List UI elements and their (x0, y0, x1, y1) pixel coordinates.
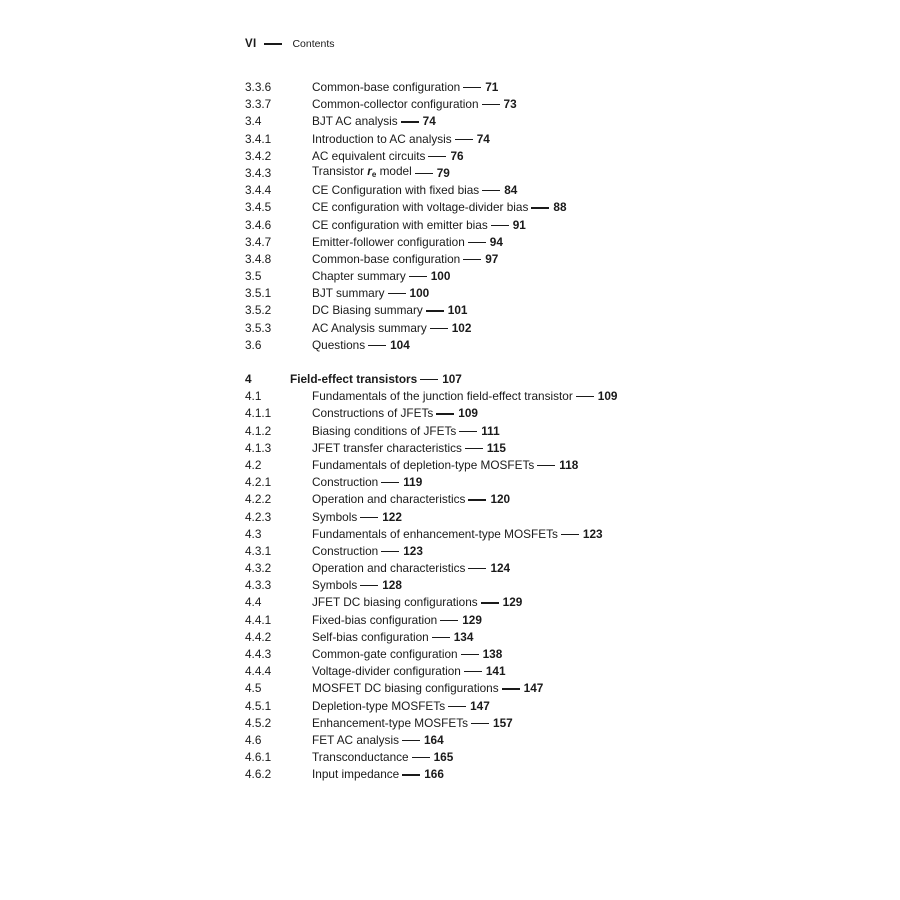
toc-entry-number: 4.3.3 (245, 578, 272, 593)
toc-leader-rule (502, 688, 520, 689)
toc-row[interactable] (245, 131, 805, 148)
toc-page-number: 166 (424, 767, 444, 782)
toc-entry (312, 680, 543, 697)
toc-leader-rule (482, 104, 500, 105)
toc-page-number: 147 (470, 698, 490, 713)
toc-entry-number: 4.6.1 (245, 750, 272, 765)
toc-entry-title (312, 163, 412, 183)
toc-entry-number: 3.5.2 (245, 303, 272, 318)
toc-row[interactable] (245, 594, 805, 611)
toc-leader-rule (409, 276, 427, 277)
toc-entry (312, 320, 471, 337)
toc-entry (312, 440, 506, 457)
toc-page-number: 123 (582, 526, 603, 541)
toc-row[interactable] (245, 79, 805, 96)
toc-entry-title: Common-base configuration (312, 251, 461, 266)
toc-page-number: 76 (450, 148, 464, 163)
toc-entry-title: AC Analysis summary (312, 320, 427, 335)
toc-row[interactable] (245, 766, 805, 783)
toc-entry-number: 4.1 (245, 389, 262, 404)
toc-entry-number: 3.4 (245, 114, 262, 129)
toc-entry-title: JFET transfer characteristics (312, 440, 462, 455)
toc-page-number: 129 (462, 612, 482, 627)
toc-row[interactable] (245, 285, 805, 302)
toc-leader-rule (360, 517, 378, 518)
toc-entry (312, 457, 578, 474)
toc-entry-title: Symbols (312, 578, 358, 593)
toc-entry-number: 3.3.6 (245, 80, 272, 94)
toc-page-number: 129 (502, 595, 523, 610)
toc-entry (312, 577, 402, 594)
toc-entry (312, 560, 510, 577)
toc-entry-title: DC Biasing summary (312, 303, 423, 318)
toc-leader-rule (436, 413, 454, 414)
toc-entry-number: 3.4.4 (245, 183, 272, 198)
toc-leader-rule (412, 757, 430, 758)
toc-row[interactable] (245, 217, 805, 234)
toc-row[interactable] (245, 543, 805, 560)
toc-entry-number: 3.4.2 (245, 148, 272, 163)
toc-entry-title: Questions (312, 337, 366, 352)
toc-entry-number: 4.3 (245, 526, 262, 541)
toc-entry (312, 766, 444, 783)
toc-leader-rule (459, 431, 477, 432)
toc-leader-rule (388, 293, 406, 294)
toc-leader-rule (402, 774, 420, 775)
toc-leader-rule (415, 173, 433, 174)
toc-row[interactable] (245, 612, 805, 629)
toc-title-subscript: e (371, 170, 377, 180)
toc-entry (312, 251, 498, 268)
toc-page-number: 115 (486, 440, 506, 455)
toc-entry (312, 526, 603, 543)
toc-entry-title: FET AC analysis (312, 732, 399, 747)
toc-leader-rule (465, 448, 483, 449)
toc-entry (312, 698, 490, 715)
toc-leader-rule (401, 121, 419, 122)
toc-entry-title: BJT summary (312, 286, 385, 301)
toc-entry (312, 234, 503, 251)
toc-row[interactable] (245, 234, 805, 251)
toc-entry-number: 4.4.3 (245, 647, 272, 661)
toc-chapter-row[interactable] (245, 371, 805, 388)
toc-entry-title: Voltage-divider configuration (312, 664, 461, 679)
toc-row[interactable] (245, 577, 805, 594)
toc-row[interactable] (245, 509, 805, 526)
toc-row[interactable] (245, 698, 805, 715)
toc-page-number: 123 (403, 543, 423, 558)
toc-row[interactable] (245, 663, 805, 680)
toc-row[interactable] (245, 526, 805, 543)
toc-leader-rule (537, 465, 555, 466)
toc-page-number: 141 (485, 664, 506, 679)
toc-entry-title: Construction (312, 543, 379, 558)
toc-leader-rule (360, 585, 378, 586)
toc-leader-rule (482, 190, 500, 191)
toc-entry-number: 4.5 (245, 681, 262, 696)
toc-page-number: 109 (597, 389, 618, 404)
toc-entry-title: Common-base configuration (312, 80, 461, 94)
toc-entry-title: CE Configuration with fixed bias (312, 183, 480, 198)
toc-title-symbol: r (367, 164, 372, 179)
toc-entry (312, 543, 423, 560)
toc-entry-title: Enhancement-type MOSFETs (312, 715, 469, 730)
toc-leader-rule (491, 225, 509, 226)
toc-block (245, 371, 805, 784)
toc-entry-title: Common-gate configuration (312, 647, 458, 661)
toc-leader-rule (402, 740, 420, 741)
toc-page-number: 94 (489, 234, 503, 249)
toc-page-number: 118 (559, 457, 579, 472)
toc-entry (312, 96, 517, 113)
toc-page-number: 111 (481, 423, 500, 438)
toc-leader-rule (463, 259, 481, 260)
toc-row[interactable] (245, 199, 805, 216)
toc-entry-number: 4.2.3 (245, 509, 272, 524)
toc-row[interactable] (245, 405, 805, 422)
toc-leader-rule (428, 156, 446, 157)
toc-entry-number: 4.4.4 (245, 664, 272, 679)
toc-entry-title: CE configuration with emitter bias (312, 217, 488, 232)
toc-page-number: 157 (493, 715, 513, 730)
toc-entry-title: Symbols (312, 509, 358, 524)
toc-leader-rule (440, 620, 458, 621)
toc-entry-number: 4.5.2 (245, 715, 272, 730)
toc-entry (312, 663, 506, 680)
toc-entry (312, 629, 473, 646)
toc-entry-number: 4.2.1 (245, 475, 272, 490)
toc-row[interactable] (245, 320, 805, 337)
toc-entry (312, 646, 502, 663)
toc-entry-title: Operation and characteristics (312, 492, 466, 507)
toc-leader-rule (426, 310, 444, 311)
toc-page-number: 91 (512, 217, 526, 232)
toc-entry (312, 405, 478, 422)
toc-leader-rule (468, 568, 486, 569)
toc-entry (312, 749, 453, 766)
toc-entry (312, 474, 422, 491)
toc-entry-number: 4.4.2 (245, 629, 272, 644)
toc-page-number: 109 (458, 406, 478, 421)
toc-entry-title: BJT AC analysis (312, 114, 398, 129)
toc-entry-number: 4.3.1 (245, 543, 272, 558)
toc-entry (312, 423, 500, 440)
toc-entry-title: Chapter summary (312, 269, 406, 284)
toc-leader-rule (468, 242, 486, 243)
toc-entry-number: 3.5.3 (245, 320, 272, 335)
toc-title-suffix: model (376, 164, 412, 179)
toc-entry-title: Constructions of JFETs (312, 406, 434, 421)
toc-row[interactable] (245, 715, 805, 732)
toc-leader-rule (448, 706, 466, 707)
toc-page-number: 100 (409, 286, 430, 301)
toc-row[interactable] (245, 165, 805, 182)
toc-entry (312, 165, 450, 182)
toc-page-number: 107 (442, 372, 462, 386)
toc-entry-number: 4.4.1 (245, 612, 272, 627)
toc-entry-title: Emitter-follower configuration (312, 234, 465, 249)
toc-leader-rule (455, 139, 473, 140)
toc-entry-title: Self-bias configuration (312, 629, 429, 644)
toc-row[interactable] (245, 457, 805, 474)
toc-row[interactable] (245, 388, 805, 405)
running-head-rule (264, 43, 282, 44)
toc-entry-number: 3.6 (245, 337, 262, 352)
toc-entry-title: Operation and characteristics (312, 561, 466, 576)
toc-leader-rule (420, 379, 438, 380)
toc-page-number: 134 (453, 629, 474, 644)
toc-entry-title: Fundamentals of depletion-type MOSFETs (312, 457, 535, 472)
toc-entry (312, 113, 436, 130)
toc-entry-title: Introduction to AC analysis (312, 131, 452, 146)
toc-entry (312, 337, 410, 354)
toc-row[interactable] (245, 113, 805, 130)
toc-row[interactable] (245, 251, 805, 268)
toc-page-number: 79 (436, 165, 450, 180)
toc-leader-rule (381, 482, 399, 483)
toc-row[interactable] (245, 749, 805, 766)
toc-page-number: 102 (451, 320, 472, 335)
toc-leader-rule (463, 87, 481, 88)
toc-page-number: 74 (476, 131, 490, 146)
toc-page-number: 165 (433, 750, 454, 765)
toc-entry-number: 4.1.1 (245, 406, 272, 421)
toc-page-number: 124 (490, 561, 511, 576)
toc-page-number: 88 (553, 200, 567, 215)
toc-entry-title: Depletion-type MOSFETs (312, 698, 446, 713)
toc-row[interactable] (245, 148, 805, 165)
toc-entry-title: Field-effect transistors (290, 372, 418, 386)
toc-row[interactable] (245, 474, 805, 491)
toc-entry-number: 4.3.2 (245, 561, 272, 576)
toc-entry (312, 388, 617, 405)
toc-leader-rule (430, 328, 448, 329)
toc-leader-rule (461, 654, 479, 655)
toc-entry-number: 4.6 (245, 732, 262, 747)
toc-entry-title: Construction (312, 475, 379, 490)
toc-entry (312, 594, 522, 611)
toc-leader-rule (464, 671, 482, 672)
toc-entry-title: Fundamentals of the junction field-effect transistor (312, 389, 573, 404)
toc-page-number: 74 (422, 114, 436, 129)
toc-entry (312, 285, 429, 302)
toc-entry (312, 509, 402, 526)
running-head (245, 36, 335, 52)
toc-row[interactable] (245, 423, 805, 440)
toc-entry (312, 131, 490, 148)
toc-entry-number: 4.2 (245, 457, 262, 472)
toc-page-number: 71 (485, 80, 499, 94)
running-head-title: Contents (292, 38, 335, 50)
toc-entry (290, 371, 462, 388)
toc-leader-rule (381, 551, 399, 552)
toc-entry-number: 3.5.1 (245, 286, 272, 301)
toc-page-number: 164 (423, 732, 444, 747)
toc-entry (312, 491, 510, 508)
toc-entry (312, 268, 450, 285)
toc-entry-title: Common-collector configuration (312, 97, 479, 112)
toc-entry-number: 4.1.2 (245, 423, 272, 438)
toc-entry (312, 302, 467, 319)
toc-entry (312, 612, 482, 629)
toc-row[interactable] (245, 96, 805, 113)
toc-entry-number: 3.4.3 (245, 165, 272, 180)
toc-entry-number: 4.2.2 (245, 492, 272, 507)
toc-page-number: 101 (447, 303, 468, 318)
toc-page-number: 100 (430, 269, 451, 284)
toc-entry-number: 4.5.1 (245, 698, 272, 713)
table-of-contents (245, 79, 805, 784)
toc-entry-number: 4.1.3 (245, 440, 272, 455)
toc-page-number: 73 (503, 97, 517, 112)
toc-entry-number: 3.3.7 (245, 97, 272, 112)
toc-leader-rule (432, 637, 450, 638)
toc-row[interactable] (245, 629, 805, 646)
toc-row[interactable] (245, 680, 805, 697)
toc-row[interactable] (245, 268, 805, 285)
toc-page-number: 128 (382, 578, 402, 593)
toc-page-number: 138 (482, 647, 503, 661)
toc-entry (312, 732, 444, 749)
toc-entry-number: 4 (245, 372, 252, 386)
toc-row[interactable] (245, 560, 805, 577)
toc-leader-rule (468, 499, 486, 500)
toc-entry-number: 3.4.1 (245, 131, 272, 146)
toc-page-number: 147 (523, 681, 544, 696)
toc-entry-title: Fundamentals of enhancement-type MOSFETs (312, 526, 558, 541)
toc-page-number: 120 (490, 492, 511, 507)
toc-page-number: 104 (390, 337, 410, 352)
toc-entry (312, 79, 498, 96)
toc-page-number: 97 (485, 251, 499, 266)
toc-leader-rule (481, 602, 499, 603)
toc-leader-rule (368, 345, 386, 346)
toc-row[interactable] (245, 440, 805, 457)
toc-entry (312, 715, 513, 732)
toc-leader-rule (471, 723, 489, 724)
toc-row[interactable] (245, 491, 805, 508)
toc-row[interactable] (245, 646, 805, 663)
toc-entry (312, 199, 567, 216)
toc-entry-title: Fixed-bias configuration (312, 612, 438, 627)
toc-entry-number: 4.6.2 (245, 767, 272, 782)
toc-entry-title: MOSFET DC biasing configurations (312, 681, 499, 696)
toc-entry-title: AC equivalent circuits (312, 148, 426, 163)
toc-entry-title: CE configuration with voltage-divider bias (312, 200, 529, 215)
toc-row[interactable] (245, 732, 805, 749)
toc-entry (312, 182, 517, 199)
toc-entry (312, 148, 464, 165)
toc-leader-rule (576, 396, 594, 397)
toc-block (245, 79, 805, 354)
toc-row[interactable] (245, 337, 805, 354)
toc-entry-title: Transconductance (312, 750, 409, 765)
toc-page-number: 119 (403, 475, 423, 490)
toc-entry-number: 3.5 (245, 269, 262, 284)
toc-entry-number: 3.4.5 (245, 200, 272, 215)
toc-leader-rule (561, 534, 579, 535)
page-number: VI (245, 38, 257, 50)
toc-title-prefix: Transistor (312, 164, 368, 179)
toc-row[interactable] (245, 182, 805, 199)
toc-entry-number: 4.4 (245, 595, 262, 610)
toc-entry-number: 3.4.8 (245, 251, 272, 266)
toc-page-number: 84 (504, 183, 518, 198)
toc-entry-title: JFET DC biasing configurations (312, 595, 478, 610)
toc-row[interactable] (245, 302, 805, 319)
toc-entry (312, 217, 526, 234)
toc-page-number: 122 (382, 509, 402, 524)
toc-leader-rule (531, 207, 549, 208)
toc-entry-number: 3.4.6 (245, 217, 272, 232)
toc-entry-title: Input impedance (312, 767, 400, 782)
toc-entry-title: Biasing conditions of JFETs (312, 423, 457, 438)
toc-entry-number: 3.4.7 (245, 234, 272, 249)
